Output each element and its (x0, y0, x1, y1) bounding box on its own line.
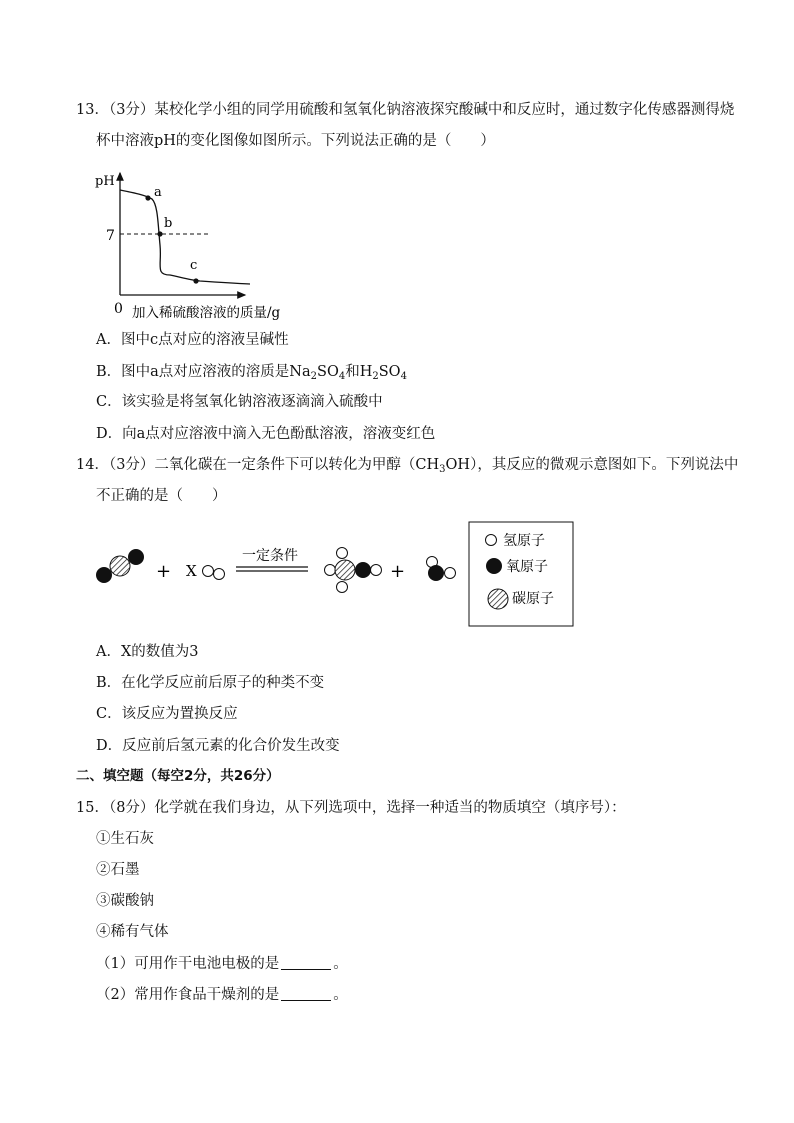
origin-label: 0 (114, 301, 123, 317)
q13-option-c: C．该实验是将氢氧化钠溶液逐滴滴入硫酸中 (96, 394, 383, 410)
point-b (157, 231, 162, 236)
q13-stem-line2: 杯中溶液pH的变化图像如图所示。下列说法正确的是（ ） (96, 133, 495, 149)
q14-option-d: D．反应前后氢元素的化合价发生改变 (96, 738, 340, 754)
plus-sign-1: + (156, 561, 172, 582)
x-coefficient: X (186, 562, 197, 580)
q15-stem: 15．（8分）化学就在我们身边，从下列选项中，选择一种适当的物质填空（填序号）： (76, 800, 626, 816)
x-axis-label: 加入稀硫酸溶液的质量/g (132, 305, 281, 321)
legend-oxygen: 氧原子 (506, 559, 548, 575)
q13-option-d: D．向a点对应溶液中滴入无色酚酞溶液，溶液变红色 (96, 426, 436, 442)
q13-stem-line1: 13．（3分）某校化学小组的同学用硫酸和氢氧化钠溶液探究酸碱中和反应时，通过数字化传感器测得烧 (76, 102, 735, 118)
q15-choice-3: ③碳酸钠 (96, 893, 154, 909)
point-c (193, 278, 198, 283)
y-tick-7: 7 (106, 228, 115, 244)
q15-choice-1: ①生石灰 (96, 831, 154, 847)
co2-molecule (96, 549, 144, 583)
q14-option-c: C．该反应为置换反应 (96, 706, 238, 722)
q14-option-a: A．X的数值为3 (96, 644, 199, 660)
ph-curve (120, 190, 250, 284)
answer-blank-1[interactable] (281, 955, 331, 970)
point-b-label: b (164, 216, 173, 231)
answer-blank-2[interactable] (281, 986, 331, 1001)
h2o-molecule (427, 557, 456, 582)
plus-sign-2: + (390, 561, 406, 582)
h2-molecule (203, 566, 225, 580)
q15-sub-question-2: （2）常用作食品干燥剂的是 。 (96, 987, 348, 1003)
ph-chart (90, 165, 330, 325)
q14-stem-line2: 不正确的是（ ） (96, 488, 227, 504)
reaction-diagram (80, 515, 590, 630)
y-axis-label: pH (95, 174, 115, 189)
legend-carbon: 碳原子 (512, 591, 554, 607)
reaction-condition: 一定条件 (242, 548, 298, 564)
ch3oh-molecule (325, 548, 382, 593)
q15-choice-2: ②石墨 (96, 862, 140, 878)
q13-option-a: A．图中c点对应的溶液呈碱性 (96, 332, 289, 348)
q15-sub-question-1: （1）可用作干电池电极的是 。 (96, 956, 348, 972)
q14-stem-line1: 14．（3分）二氧化碳在一定条件下可以转化为甲醇$(CH_3OH)$，其反应的微观示意图如下。下列说法中 (76, 457, 739, 475)
legend-hydrogen: 氢原子 (503, 533, 545, 549)
q15-choice-4: ④稀有气体 (96, 924, 169, 940)
q14-option-b: B．在化学反应前后原子的种类不变 (96, 675, 325, 691)
point-a-label: a (154, 185, 162, 200)
section-title: 二、填空题（每空2分，共26分） (76, 768, 280, 784)
point-c-label: c (190, 258, 198, 273)
point-a (145, 195, 150, 200)
q13-option-b: B．图中a点对应溶液的溶质是$Na_2SO_4$和$H_2SO_4$ (96, 364, 407, 382)
